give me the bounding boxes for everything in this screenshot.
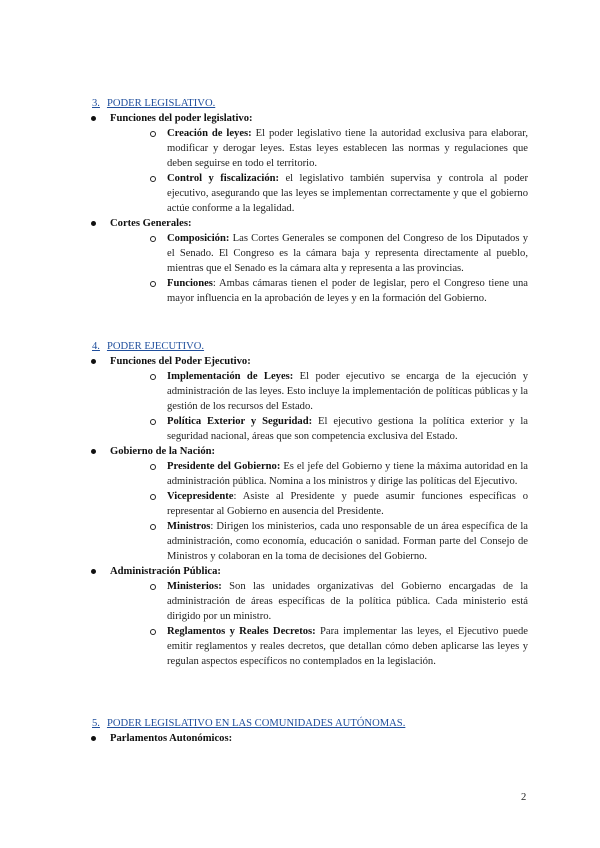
sub-list-item <box>110 459 528 489</box>
bullet-icon <box>91 359 96 364</box>
circle-bullet-icon <box>150 419 156 425</box>
bullet-icon <box>91 221 96 226</box>
circle-bullet-icon <box>150 374 156 380</box>
term: Ministerios: <box>167 581 222 592</box>
list-item <box>88 111 528 216</box>
circle-bullet-icon <box>150 494 156 500</box>
description: El poder ejecutivo se encarga de la ejecución y administración de las leyes. Esto incluye la implementación de políticas públicas y la gestión de los recursos del Estado. <box>167 371 529 412</box>
bullet-icon <box>91 736 96 741</box>
description: El poder legislativo tiene la autoridad exclusiva para elaborar, modificar y derogar leyes. Estas leyes establecen las normas y regulaciones que deben seguirse en todo el territorio. <box>167 128 528 169</box>
list-item <box>88 564 528 669</box>
sub-list-item <box>110 231 528 276</box>
sub-list-item <box>110 414 528 444</box>
list-item-heading: Funciones del Poder Ejecutivo: <box>110 356 251 367</box>
list-item-heading: Cortes Generales: <box>110 218 192 229</box>
term: Control y fiscalización: <box>167 173 280 184</box>
section-4-list <box>88 354 528 669</box>
list-item <box>88 354 528 444</box>
term: Política Exterior y Seguridad: <box>167 416 313 427</box>
sub-list-item <box>110 579 528 624</box>
sub-list-item <box>110 126 528 171</box>
description: el legislativo también supervisa y controla al poder ejecutivo, asegurando que las leyes se implementan correctamente y que el gobierno actúe conforme a la legalidad. <box>167 173 528 214</box>
sub-list-item <box>110 171 528 216</box>
bullet-icon <box>91 569 96 574</box>
page-number: 2 <box>521 792 527 803</box>
list-item <box>88 444 528 564</box>
sub-list-item <box>110 369 528 414</box>
bullet-icon <box>91 449 96 454</box>
term: Reglamentos y Reales Decretos: <box>167 626 316 637</box>
term: Composición: <box>167 233 230 244</box>
term: Funciones <box>167 278 213 289</box>
list-item-heading: Administración Pública: <box>110 566 221 577</box>
circle-bullet-icon <box>150 464 156 470</box>
section-title-text: PODER LEGISLATIVO EN LAS COMUNIDADES AUTÓNOMAS. <box>106 718 406 729</box>
description: El ejecutivo gestiona la política exterior y la seguridad nacional, áreas que son competencia exclusiva del Estado. <box>167 416 529 442</box>
description: Es el jefe del Gobierno y tiene la máxima autoridad en la administración pública. Nomina a los ministros y dirige las políticas del Ejecutivo. <box>167 461 528 487</box>
section-number: 4. <box>92 341 100 352</box>
sub-list-item <box>110 489 528 519</box>
circle-bullet-icon <box>150 629 156 635</box>
description: Las Cortes Generales se componen del Congreso de los Diputados y el Senado. El Congreso es la cámara baja y representa directamente al pueblo, mientras que el Senado es la cámara alta y representa a las provincias. <box>167 233 529 274</box>
description: Para implementar las leyes, el Ejecutivo puede emitir reglamentos y reales decretos, que detallan cómo deben aplicarse las leyes y regulan aspectos específicos no contemplados en la legislación. <box>167 626 528 667</box>
list-item-heading: Gobierno de la Nación: <box>110 446 216 457</box>
section-4-heading <box>92 339 204 354</box>
circle-bullet-icon <box>150 236 156 242</box>
sub-list-item <box>110 276 528 306</box>
circle-bullet-icon <box>150 176 156 182</box>
section-5-heading <box>92 716 405 731</box>
list-item <box>88 216 528 306</box>
section-5-list <box>88 731 528 746</box>
term: Creación de leyes: <box>167 128 252 139</box>
circle-bullet-icon <box>150 281 156 287</box>
description: Son las unidades organizativas del Gobierno encargadas de la administración de áreas específicas de la política pública. Cada ministerio está dirigido por un ministro. <box>167 581 528 622</box>
sub-list-item <box>110 624 528 669</box>
section-number: 3. <box>92 98 100 109</box>
section-title-text: PODER EJECUTIVO. <box>106 341 205 352</box>
section-title-text: PODER LEGISLATIVO. <box>106 98 216 109</box>
term: Vicepresidente <box>167 491 234 502</box>
term: Presidente del Gobierno: <box>167 461 281 472</box>
circle-bullet-icon <box>150 524 156 530</box>
list-item <box>88 731 528 746</box>
bullet-icon <box>91 116 96 121</box>
section-number: 5. <box>92 718 100 729</box>
circle-bullet-icon <box>150 584 156 590</box>
sub-list-item <box>110 519 528 564</box>
description: : Asiste al Presidente y puede asumir funciones específicas o representar al Gobierno en ausencia del Presidente. <box>167 491 528 517</box>
list-item-heading: Funciones del poder legislativo: <box>110 113 253 124</box>
section-3-list <box>88 111 528 306</box>
term: Ministros <box>167 521 211 532</box>
description: : Ambas cámaras tienen el poder de legislar, pero el Congreso tiene una mayor influencia en la aprobación de leyes y en la formación del Gobierno. <box>167 278 528 304</box>
circle-bullet-icon <box>150 131 156 137</box>
term: Implementación de Leyes: <box>167 371 294 382</box>
description: : Dirigen los ministerios, cada uno responsable de un área específica de la administración, como economía, educación o sanidad. Forman parte del Consejo de Ministros y colaboran en la toma de decisiones del Gobierno. <box>167 521 528 562</box>
section-3-heading <box>92 96 215 111</box>
list-item-heading: Parlamentos Autonómicos: <box>110 733 233 744</box>
